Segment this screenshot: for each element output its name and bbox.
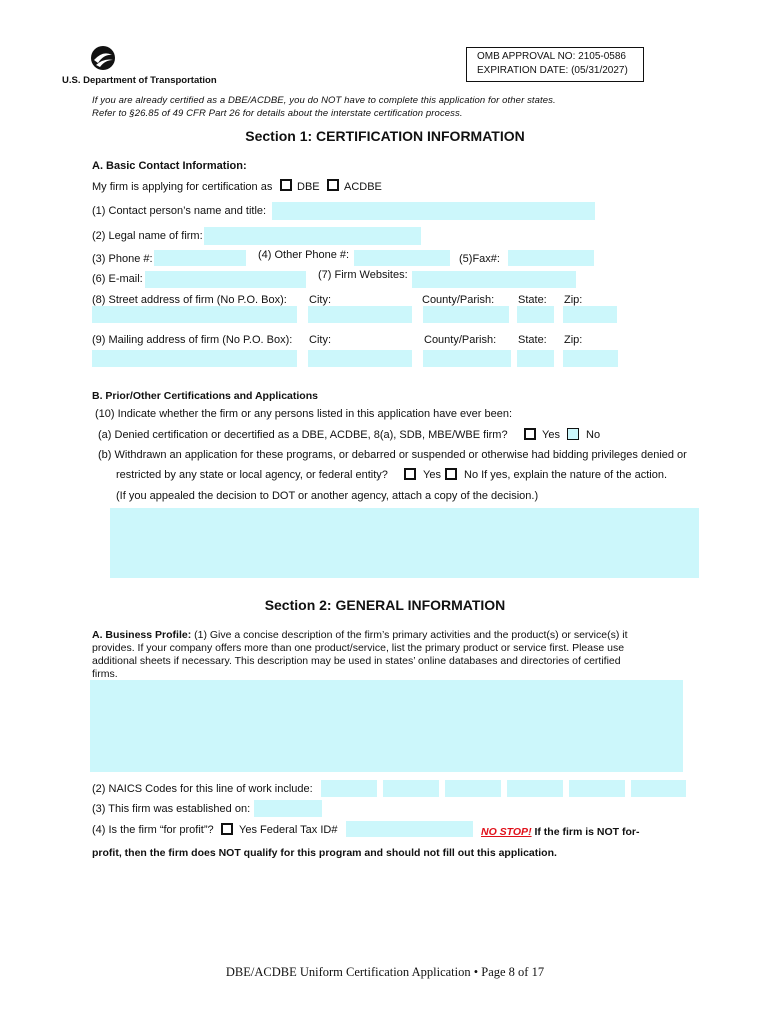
q10b-text-1: (b) Withdrawn an application for these programs, or debarred or suspended or otherwise had bidding privileges denied or <box>98 449 687 461</box>
appeal-note: (If you appealed the decision to DOT or another agency, attach a copy of the decision.) <box>116 490 539 502</box>
profit-yes-label: Yes Federal Tax ID# <box>239 824 338 836</box>
email-field[interactable] <box>145 271 306 288</box>
street-state-field[interactable] <box>517 306 554 323</box>
business-profile-text-2: provides. If your company offers more than one product/service, list the primary product or service first. Please use <box>92 642 625 654</box>
prior-cert-heading: B. Prior/Other Certifications and Applications <box>92 390 318 402</box>
naics-field-1[interactable] <box>321 780 377 797</box>
websites-field[interactable] <box>412 271 576 288</box>
street-address-field[interactable] <box>92 306 297 323</box>
mailing-label: (9) Mailing address of firm (No P.O. Box): <box>92 334 293 346</box>
phone-label: (3) Phone #: <box>92 253 153 265</box>
naics-label: (2) NAICS Codes for this line of work include: <box>92 783 313 795</box>
q10a-yes-checkbox[interactable] <box>524 428 536 440</box>
legal-name-field[interactable] <box>204 227 421 245</box>
naics-field-2[interactable] <box>383 780 439 797</box>
q10b-yes-checkbox[interactable] <box>404 468 416 480</box>
mailing-city-field[interactable] <box>308 350 412 367</box>
action-explanation-field[interactable] <box>110 508 699 578</box>
street-state-label: State: <box>518 294 547 306</box>
q10b-yes-label: Yes <box>423 469 441 481</box>
websites-label: (7) Firm Websites: <box>318 269 408 281</box>
fax-label: (5)Fax#: <box>459 253 500 265</box>
email-label: (6) E-mail: <box>92 273 143 285</box>
q10a-no-label: No <box>586 429 601 441</box>
contact-label: (1) Contact person’s name and title: <box>92 205 267 217</box>
naics-field-3[interactable] <box>445 780 501 797</box>
q10a-text: (a) Denied certification or decertified as a DBE, ACDBE, 8(a), SDB, MBE/WBE firm? <box>98 429 508 441</box>
mailing-state-field[interactable] <box>517 350 554 367</box>
mailing-county-field[interactable] <box>423 350 511 367</box>
dot-logo <box>90 45 116 71</box>
mailing-address-field[interactable] <box>92 350 297 367</box>
mailing-state-label: State: <box>518 334 547 346</box>
omb-approval: OMB APPROVAL NO: 2105-0586 <box>477 51 626 62</box>
established-label: (3) This firm was established on: <box>92 803 251 815</box>
omb-expiration: EXPIRATION DATE: (05/31/2027) <box>477 65 628 76</box>
interstate-notice-1: If you are already certified as a DBE/ACDBE, you do NOT have to complete this application for other states. <box>92 95 556 106</box>
other-phone-field[interactable] <box>354 250 450 266</box>
fax-field[interactable] <box>508 250 594 266</box>
street-label: (8) Street address of firm (No P.O. Box): <box>92 294 287 306</box>
street-city-label: City: <box>309 294 331 306</box>
section1-title: Section 1: CERTIFICATION INFORMATION <box>245 128 525 144</box>
contact-field[interactable] <box>272 202 595 220</box>
business-profile-text-1: (1) Give a concise description of the firm’s primary activities and the product(s) or service(s) it <box>194 629 628 641</box>
street-county-label: County/Parish: <box>422 294 495 306</box>
established-field[interactable] <box>254 800 322 817</box>
mailing-city-label: City: <box>309 334 331 346</box>
street-county-field[interactable] <box>423 306 509 323</box>
dbe-checkbox[interactable] <box>280 179 292 191</box>
page-footer: DBE/ACDBE Uniform Certification Application • Page 8 of 17 <box>225 965 545 979</box>
business-profile-heading: A. Business Profile: <box>92 629 192 641</box>
street-city-field[interactable] <box>308 306 412 323</box>
q10b-no-checkbox[interactable] <box>445 468 457 480</box>
not-profit-warning-2: profit, then the firm does NOT qualify for this program and should not fill out this application. <box>92 847 557 859</box>
mailing-zip-label: Zip: <box>564 334 583 346</box>
agency-name: U.S. Department of Transportation <box>62 75 217 86</box>
q10a-no-checkbox[interactable] <box>567 428 579 440</box>
street-zip-field[interactable] <box>563 306 617 323</box>
other-phone-label: (4) Other Phone #: <box>258 249 350 261</box>
section2-title: Section 2: GENERAL INFORMATION <box>264 597 506 613</box>
q10b-text-2: restricted by any state or local agency, or federal entity? <box>116 469 388 481</box>
not-profit-text-1: If the firm is NOT for- <box>531 826 640 838</box>
legal-name-label: (2) Legal name of firm: <box>92 230 203 242</box>
q10b-no-explain: No If yes, explain the nature of the action. <box>464 469 668 481</box>
not-profit-warning-1 <box>481 826 639 838</box>
naics-field-4[interactable] <box>507 780 563 797</box>
business-description-field[interactable] <box>90 680 683 772</box>
business-profile-text-3: additional sheets if necessary. This description may be used in states’ online databases and directories of certified <box>92 655 621 667</box>
basic-contact-heading: A. Basic Contact Information: <box>92 160 247 172</box>
no-stop-text: NO STOP! <box>481 826 532 838</box>
interstate-notice-2: Refer to §26.85 of 49 CFR Part 26 for details about the interstate certification process. <box>92 108 463 119</box>
naics-field-6[interactable] <box>631 780 686 797</box>
q10a-yes-label: Yes <box>542 429 560 441</box>
mailing-zip-field[interactable] <box>563 350 618 367</box>
phone-field[interactable] <box>154 250 246 266</box>
business-profile-text-4: firms. <box>92 668 118 680</box>
tax-id-field[interactable] <box>346 821 473 837</box>
business-profile-line-1 <box>92 629 628 641</box>
omb-box <box>466 47 644 82</box>
for-profit-yes-checkbox[interactable] <box>221 823 233 835</box>
applying-label: My firm is applying for certification as <box>92 181 273 193</box>
mailing-county-label: County/Parish: <box>424 334 497 346</box>
dbe-label: DBE <box>297 181 320 193</box>
street-zip-label: Zip: <box>564 294 583 306</box>
acdbe-label: ACDBE <box>344 181 382 193</box>
acdbe-checkbox[interactable] <box>327 179 339 191</box>
dot-logo-icon <box>90 45 116 71</box>
naics-field-5[interactable] <box>569 780 625 797</box>
profit-label: (4) Is the firm “for profit”? <box>92 824 214 836</box>
q10-text: (10) Indicate whether the firm or any persons listed in this application have ever been: <box>95 408 513 420</box>
